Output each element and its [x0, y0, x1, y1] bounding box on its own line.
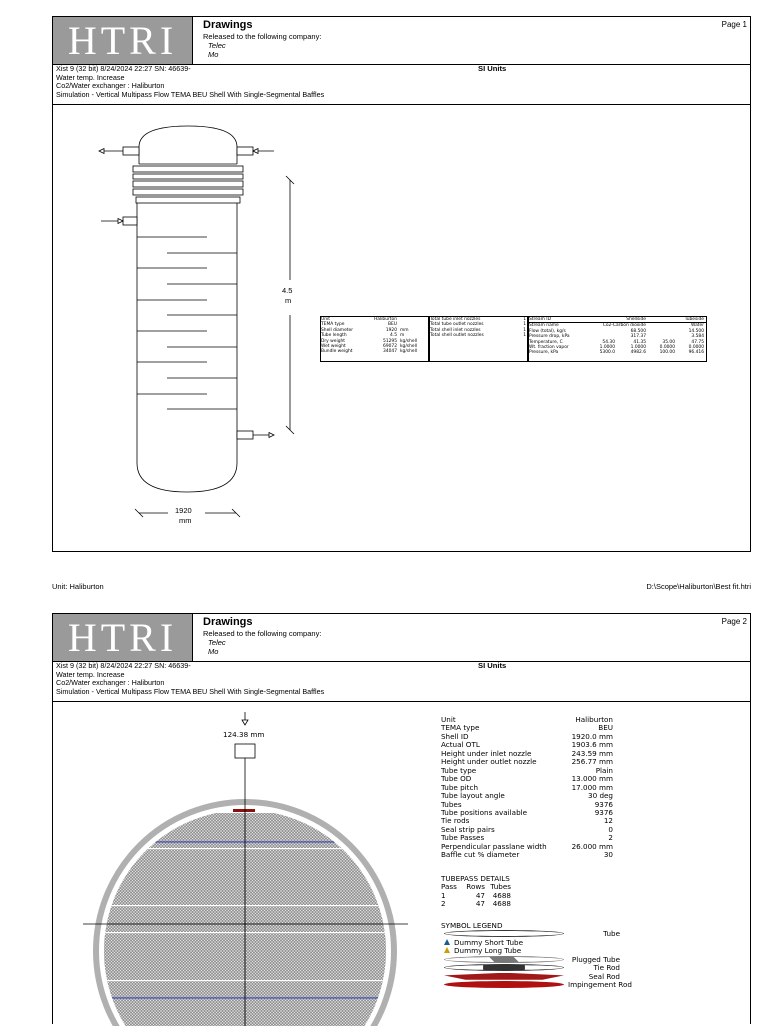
target-circle-icon	[444, 964, 564, 971]
drawing-page-1	[52, 16, 751, 552]
property-row	[441, 792, 613, 800]
circle-slash-icon	[444, 956, 564, 963]
company-line-1: Telec	[208, 638, 226, 647]
table-cell: kg/shell	[400, 344, 418, 350]
property-label: Actual OTL	[441, 740, 480, 750]
company-line-2: Mo	[208, 647, 219, 656]
property-value: 12	[603, 816, 613, 826]
table-cell: Tubeside	[684, 317, 704, 322]
property-label: Tube positions available	[441, 807, 528, 817]
property-value: 30 deg	[588, 791, 613, 801]
page-header	[53, 17, 750, 65]
table-cell: 2	[441, 899, 446, 909]
table-cell: 1	[523, 327, 526, 333]
table-cell: 100.00	[659, 350, 675, 356]
legend-label: Impingement Rod	[568, 980, 632, 990]
property-label: Tubes	[441, 799, 462, 809]
exchanger-name: Co2/Water exchanger : Haliburton	[56, 81, 165, 91]
table-cell: Shellside	[626, 317, 646, 322]
table-cell: 41.35	[633, 339, 646, 345]
company-line-1: Telec	[208, 41, 226, 50]
property-row	[441, 851, 613, 859]
table-cell: Rows	[466, 882, 485, 892]
table-cell: 1920	[385, 327, 397, 333]
property-value: Haliburton	[575, 715, 613, 724]
simulation-description: Simulation - Vertical Multipass Flow TEMA BEU Shell With Single-Segmental Baffles	[56, 89, 325, 99]
table-cell: Temperature, C	[529, 339, 563, 345]
property-value: Plain	[595, 765, 613, 775]
legend-label: Seal Rod	[588, 971, 620, 981]
table-cell: 1	[441, 890, 446, 900]
table-cell: 96.416	[688, 350, 704, 356]
release-note: Released to the following company:	[203, 32, 322, 41]
tubepass-details	[441, 875, 511, 909]
page2-content	[53, 702, 750, 1026]
property-value: BEU	[598, 723, 613, 733]
table-cell: 4982.6	[630, 350, 646, 356]
property-label: Height under outlet nozzle	[441, 757, 537, 767]
property-label: Baffle cut % diameter	[441, 850, 520, 860]
table-cell: 1	[523, 322, 526, 328]
legend-label: Plugged Tube	[571, 954, 620, 964]
triangle-icon	[444, 947, 450, 953]
table-cell: 51295	[383, 338, 397, 344]
htri-logo: HTRI	[53, 614, 193, 661]
table-cell: 0.0000	[688, 345, 704, 351]
pentagon-icon	[444, 973, 564, 980]
summary-table	[320, 316, 429, 362]
table-cell: 35.00	[662, 339, 675, 345]
unit-system: SI Units	[478, 661, 507, 670]
drawing-title: Drawings	[203, 616, 253, 628]
diameter-dimension-value: 1920	[175, 506, 192, 515]
table-cell: TEMA type	[321, 322, 345, 328]
tube-layout-drawing	[53, 702, 752, 1026]
table-cell: 68.500	[630, 328, 646, 334]
legend-label: Tie Rod	[593, 963, 620, 973]
triangle-icon	[444, 939, 450, 945]
property-label: Height under inlet nozzle	[441, 748, 532, 758]
table-cell: Flow (total), kg/s	[529, 328, 566, 334]
table-cell: 54.30	[602, 339, 615, 345]
table-cell: Stream name	[529, 323, 559, 329]
table-cell: Pressure, kPa	[529, 350, 559, 356]
table-cell: Co2-Carbon dioxide	[602, 323, 646, 329]
table-cell: Total tube outlet nozzles	[430, 322, 484, 328]
table-cell: kg/shell	[400, 349, 418, 355]
page-number: Page 1	[721, 20, 747, 29]
drawing-page-2	[52, 613, 751, 1024]
legend-label: Tube	[603, 929, 620, 939]
table-cell: 4688	[492, 890, 511, 900]
property-value: 17.000 mm	[571, 782, 613, 792]
table-cell: Pass	[441, 882, 457, 892]
table-cell: 1	[523, 333, 526, 339]
htri-logo: HTRI	[53, 17, 193, 64]
table-cell: 317.37	[630, 334, 646, 340]
table-cell: m	[400, 333, 405, 339]
property-label: Unit	[441, 715, 456, 724]
diameter-dimension-unit: mm	[179, 516, 192, 525]
table-cell: Water	[691, 323, 704, 329]
table-cell: Bundle weight	[321, 349, 353, 355]
table-cell: Total shell outlet nozzles	[430, 333, 484, 339]
table-cell: Shell diameter	[321, 327, 354, 333]
page-header	[53, 614, 750, 662]
table-cell: 1	[523, 317, 526, 322]
summary-row	[321, 349, 428, 354]
table-cell: mm	[400, 327, 409, 333]
table-cell: Tubes	[490, 882, 511, 892]
legend-label: Dummy Short Tube	[454, 937, 524, 947]
footer-unit: Unit: Haliburton	[52, 582, 104, 591]
case-info	[53, 662, 750, 702]
stream-row	[529, 350, 706, 355]
table-cell: Total tube inlet nozzles	[430, 317, 481, 322]
unit-system: SI Units	[478, 64, 507, 73]
property-label: Perpendicular passlane width	[441, 841, 547, 851]
property-value: 1903.6 mm	[571, 740, 613, 750]
page1-content	[53, 105, 750, 552]
exchanger-name: Co2/Water exchanger : Haliburton	[56, 678, 165, 688]
legend-title: SYMBOL LEGEND	[441, 921, 503, 930]
table-cell: 1.0000	[630, 345, 646, 351]
property-label: Tie rods	[441, 816, 470, 826]
table-cell: BEU	[388, 322, 397, 328]
legend-item	[441, 980, 632, 990]
page-number: Page 2	[721, 617, 747, 626]
layout-properties	[441, 716, 613, 860]
property-label: Shell ID	[441, 731, 469, 741]
property-value: 256.77 mm	[571, 757, 613, 767]
nozzle-dimension: 124.38 mm	[223, 730, 265, 739]
property-value: 9376	[594, 799, 613, 809]
property-value: 0	[608, 824, 613, 834]
property-value: 30	[603, 850, 613, 860]
nozzle-table	[429, 316, 528, 362]
table-cell: Wet weight	[321, 344, 346, 350]
property-label: TEMA type	[441, 723, 480, 733]
table-cell: Unit	[321, 317, 330, 322]
table-cell: 34047	[383, 349, 397, 355]
table-cell: 4.5	[390, 333, 397, 339]
table-cell: Pressure drop, kPa	[529, 334, 570, 340]
property-value: 243.59 mm	[571, 748, 613, 758]
footer-file-path: D:\Scope\Haliburton\Best fit.htri	[646, 582, 751, 591]
property-value: 1920.0 mm	[571, 731, 613, 741]
table-cell: 47	[475, 899, 485, 909]
tubepass-row	[441, 900, 511, 908]
legend-label: Dummy Long Tube	[454, 946, 522, 956]
table-cell: 14.500	[688, 328, 704, 334]
property-label: Tube Passes	[441, 833, 485, 843]
stream-table	[528, 316, 707, 362]
property-label: Tube pitch	[441, 782, 479, 792]
length-dimension-value: 4.5	[282, 286, 293, 295]
table-cell: Total shell inlet nozzles	[430, 327, 481, 333]
property-value: 2	[608, 833, 613, 843]
length-dimension-unit: m	[285, 296, 292, 305]
table-cell: kg/shell	[400, 338, 418, 344]
case-description: Water temp. Increase	[56, 72, 125, 82]
table-cell: 47.75	[691, 339, 704, 345]
property-label: Tube type	[441, 765, 477, 775]
table-cell: 1.0000	[599, 345, 615, 351]
table-cell: Wt. fraction vapor	[529, 345, 569, 351]
case-description: Water temp. Increase	[56, 669, 125, 679]
version-line: Xist 9 (32 bit) 8/24/2024 22:27 SN: 46639-	[56, 64, 191, 73]
symbol-legend	[441, 921, 632, 990]
simulation-description: Simulation - Vertical Multipass Flow TEMA BEU Shell With Single-Segmental Baffles	[56, 686, 325, 696]
drawing-title: Drawings	[203, 19, 253, 31]
case-info	[53, 65, 750, 105]
table-cell: Tube length	[321, 333, 347, 339]
property-label: Seal strip pairs	[441, 824, 495, 834]
table-cell: Stream ID	[529, 317, 551, 322]
table-cell: 47	[475, 890, 485, 900]
table-cell: 0.0000	[659, 345, 675, 351]
company-line-2: Mo	[208, 50, 219, 59]
table-cell: Haliburton	[374, 317, 397, 322]
property-value: 9376	[594, 807, 613, 817]
nozzle-row	[430, 333, 527, 338]
table-cell: Dry weight	[321, 338, 345, 344]
open-circle-icon	[444, 930, 564, 937]
tubepass-title: TUBEPASS DETAILS	[441, 874, 510, 883]
table-cell: 5300.0	[599, 350, 615, 356]
table-cell: 69072	[383, 344, 397, 350]
filled-circle-icon	[444, 981, 564, 988]
property-label: Tube layout angle	[441, 791, 505, 801]
version-line: Xist 9 (32 bit) 8/24/2024 22:27 SN: 46639-	[56, 661, 191, 670]
table-cell: 3.584	[691, 334, 704, 340]
property-value: 26.000 mm	[571, 841, 613, 851]
property-label: Tube OD	[441, 774, 472, 784]
property-value: 13.000 mm	[571, 774, 613, 784]
table-cell: 4688	[492, 899, 511, 909]
release-note: Released to the following company:	[203, 629, 322, 638]
